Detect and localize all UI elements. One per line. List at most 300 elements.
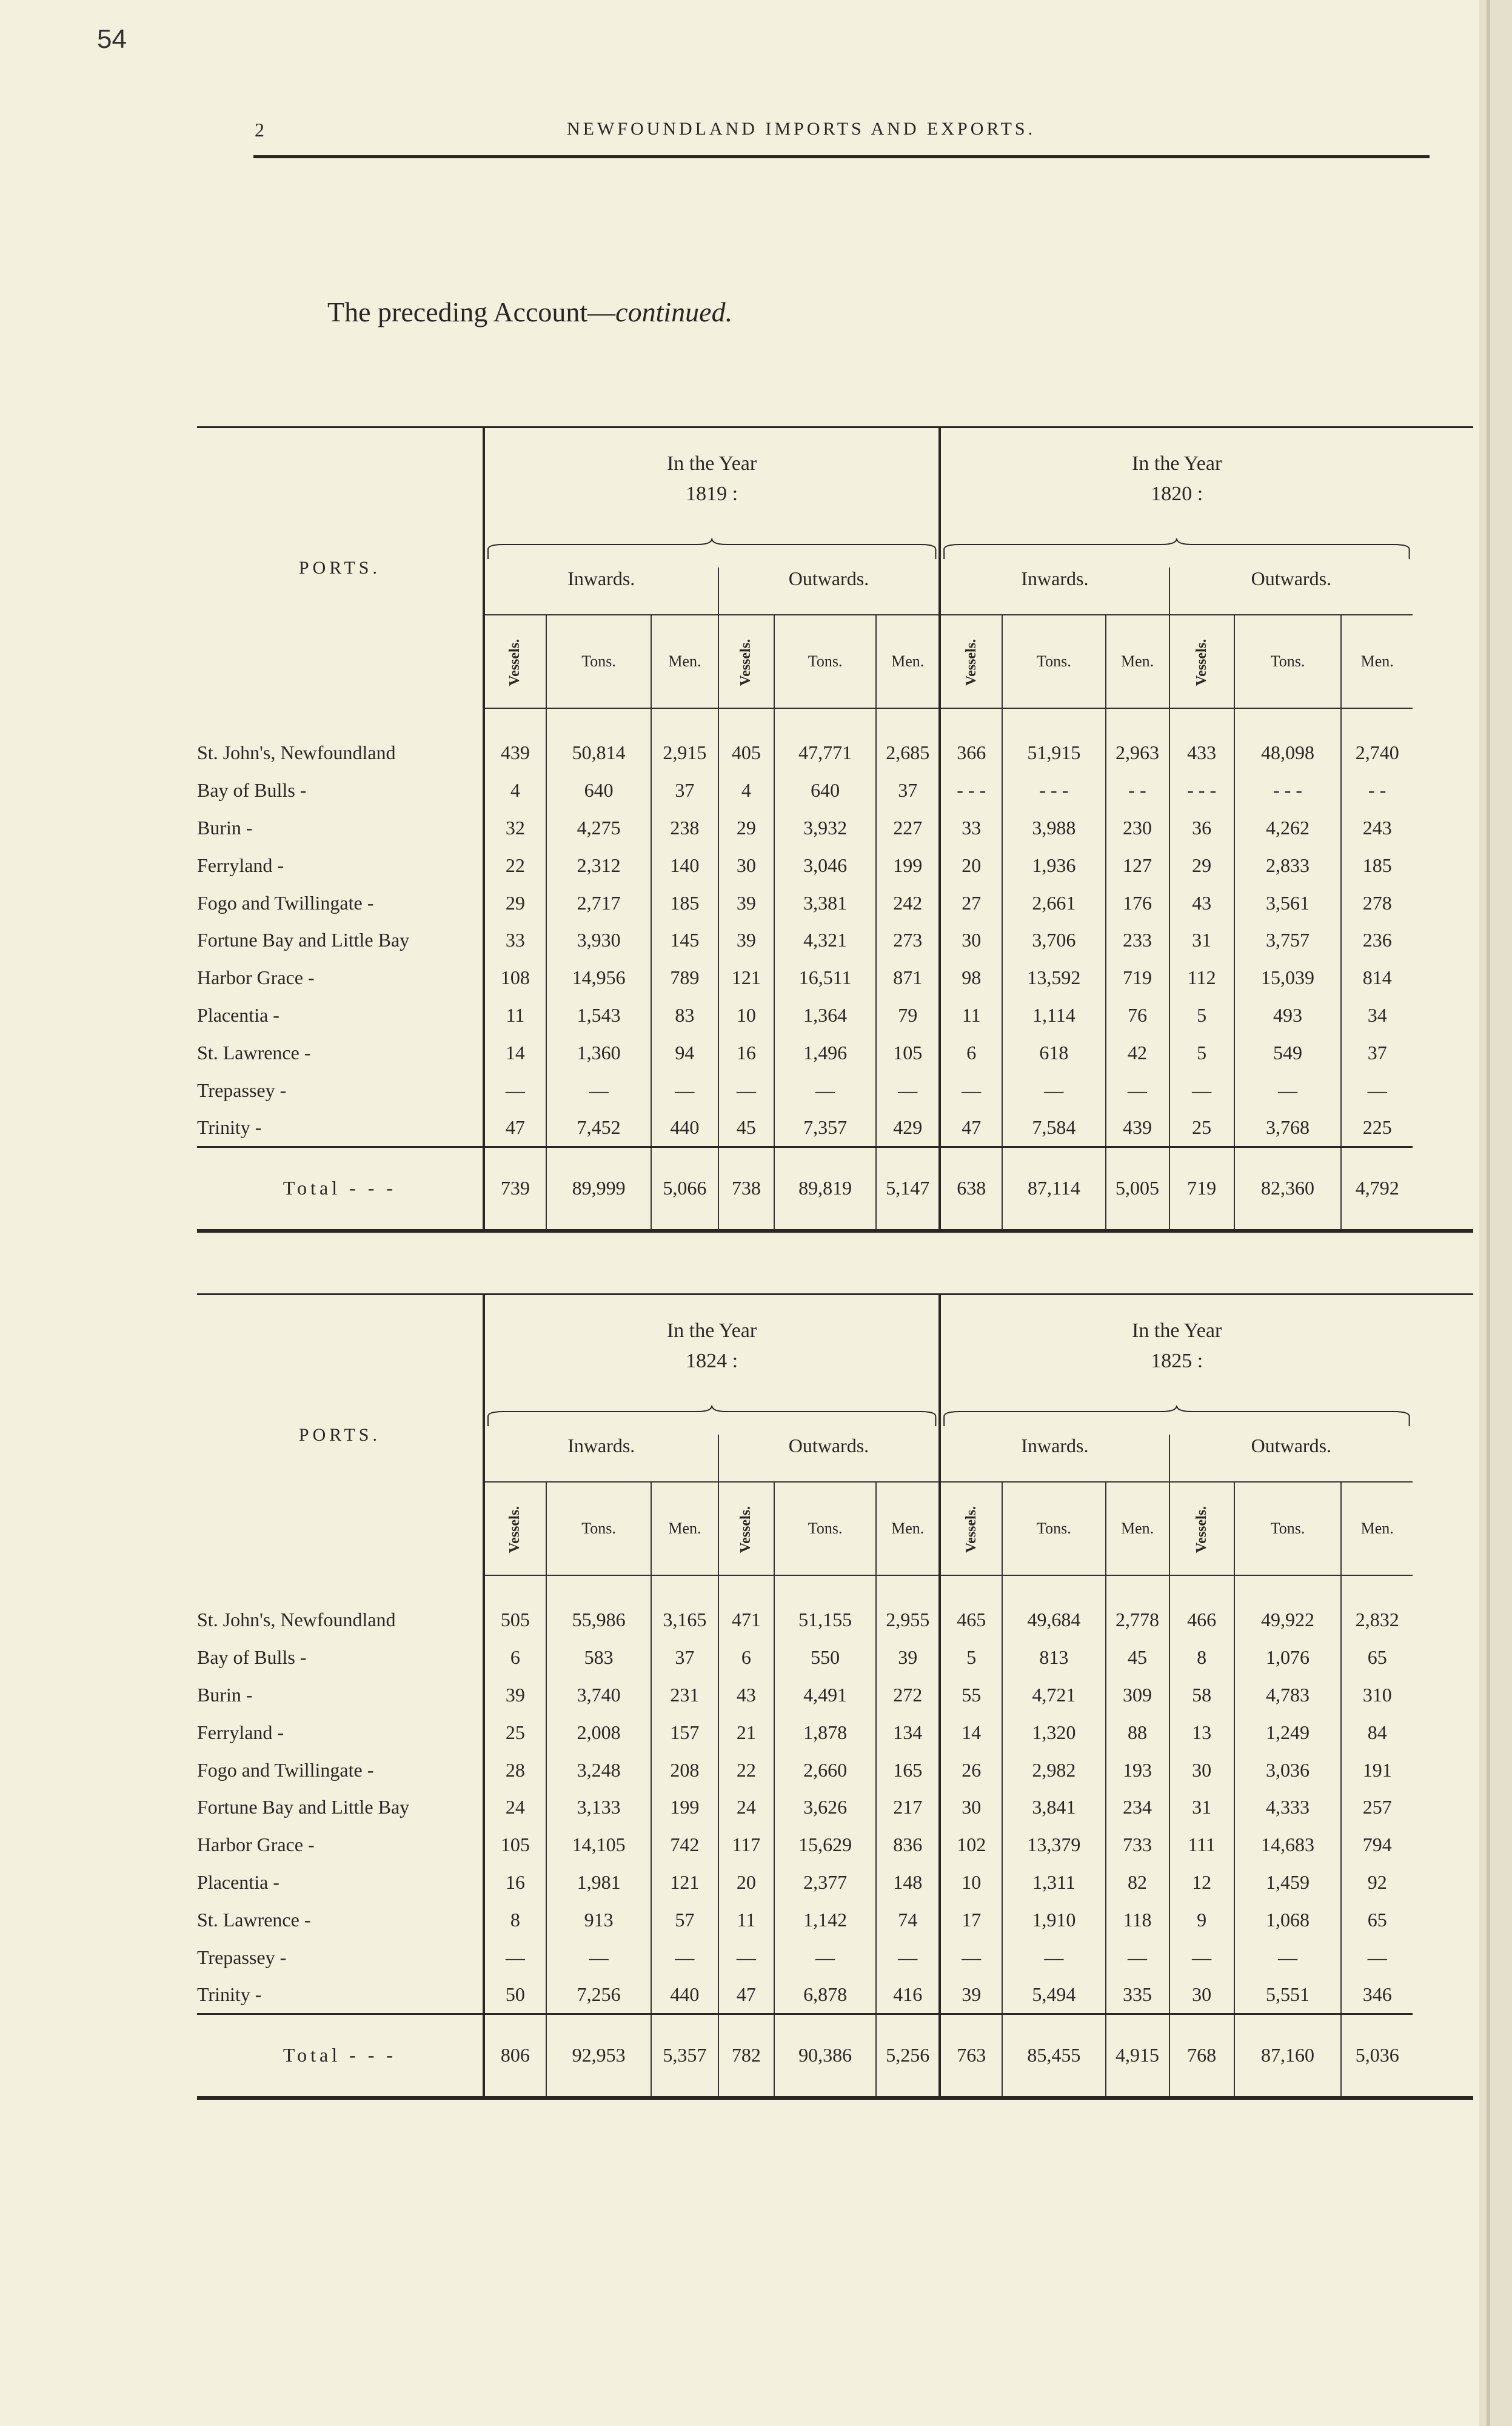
ports-header: PORTS. [197,1295,484,1576]
data-cell: 4,491 [774,1676,876,1714]
data-cell: 3,626 [774,1789,876,1826]
data-cell: 5 [1169,1034,1234,1072]
data-cell: 5,494 [1002,1976,1105,2014]
table-row [197,959,1473,997]
total-cell: 90,386 [774,2014,876,2098]
data-cell: 33 [940,809,1002,846]
data-cell: — [1106,1071,1169,1109]
data-cell: 105 [876,1034,940,1072]
tons-column-header: Tons. [546,615,651,709]
data-cell: 8 [484,1902,546,1939]
data-cell: 49,922 [1234,1601,1342,1639]
data-cell: 84 [1367,1721,1387,1743]
data-cell: 50,814 [546,734,651,772]
data-cell: 405 [718,734,774,772]
port-name: St. John's, Newfoundland [197,734,484,772]
data-cell: 30 [1169,1751,1234,1789]
vessels-column-header [1169,615,1234,709]
data-cell: 814 [1362,967,1392,989]
data-cell: 7,357 [774,1109,876,1147]
data-cell: 82 [1106,1864,1169,1902]
total-cell: 768 [1169,2014,1234,2098]
data-cell: 16,511 [774,959,876,997]
data-cell: — [1169,1071,1234,1109]
data-cell: — [1234,1938,1342,1976]
data-cell: 4,333 [1234,1789,1342,1826]
data-cell: 1,543 [546,997,651,1034]
data-cell: 208 [651,1751,718,1789]
data-cell: 29 [484,884,546,922]
data-cell: 10 [940,1864,1002,1902]
data-cell: 14 [940,1714,1002,1751]
year-label: In the Year [666,452,757,475]
data-cell: 43 [1169,884,1234,922]
port-name: St. John's, Newfoundland [197,1601,484,1639]
data-cell: - - - [940,772,1002,809]
table-row [197,772,1473,809]
vessels-label: Vessels. [1193,639,1209,686]
data-cell: 1,496 [774,1034,876,1072]
year-heading [940,1295,1413,1398]
data-cell: 10 [718,997,774,1034]
data-cell: 242 [876,884,940,922]
data-cell: 2,963 [1106,734,1169,772]
year-label: In the Year [666,1319,757,1342]
data-cell: 37 [876,772,940,809]
data-cell: 39 [718,884,774,922]
table-row [197,1109,1473,1147]
data-cell: 121 [718,959,774,997]
data-cell: 48,098 [1234,734,1342,772]
table-row [197,846,1473,884]
data-cell: 1,936 [1002,846,1105,884]
data-cell: 27 [940,884,1002,922]
data-cell: 439 [484,734,546,772]
data-cell: 148 [876,1864,940,1902]
data-cell: 14,956 [546,959,651,997]
outwards-header: Outwards. [718,1435,940,1481]
total-cell: 738 [718,1147,774,1231]
data-cell: 2,312 [546,846,651,884]
data-cell: - - - [1002,772,1105,809]
port-name: Placentia - [197,1864,484,1902]
data-cell: 39 [876,1639,940,1677]
data-cell: 36 [1169,809,1234,846]
data-cell: 118 [1106,1902,1169,1939]
data-cell: 20 [940,846,1002,884]
data-cell: 3,932 [774,809,876,846]
data-cell: 14,105 [546,1826,651,1864]
year-heading [484,427,940,531]
data-cell: 836 [876,1826,940,1864]
running-header [218,119,1431,149]
data-cell: 439 [1106,1109,1169,1147]
data-cell: 465 [940,1601,1002,1639]
total-cell: 782 [718,2014,774,2098]
outwards-header: Outwards. [718,568,940,614]
data-cell: 24 [718,1789,774,1826]
page-edge-line [1487,0,1490,2426]
port-name: Bay of Bulls - [197,1639,484,1677]
data-cell: — [940,1938,1002,1976]
data-cell: 719 [1106,959,1169,997]
data-cell: 3,930 [546,922,651,959]
table-row [197,1071,1473,1109]
data-cell: 1,910 [1002,1902,1105,1939]
data-cell: 47 [484,1109,546,1147]
year-brace [484,531,940,568]
tons-column-header: Tons. [1234,1482,1342,1576]
data-cell: 13,379 [1002,1826,1105,1864]
data-cell: 257 [1362,1796,1392,1818]
data-cell: 6 [718,1639,774,1677]
total-cell: 719 [1169,1147,1234,1231]
data-cell: - - - [1234,772,1342,809]
data-cell: 26 [940,1751,1002,1789]
port-name: Bay of Bulls - [197,772,484,809]
data-cell: 217 [876,1789,940,1826]
data-cell: 15,039 [1234,959,1342,997]
data-cell: 234 [1106,1789,1169,1826]
ports-header: PORTS. [197,427,484,709]
data-cell: 191 [1362,1758,1392,1781]
data-cell: 640 [774,772,876,809]
vessels-label: Vessels. [738,1506,754,1553]
vessels-column-header [484,615,546,709]
data-cell: 45 [1106,1639,1169,1677]
data-cell: 1,249 [1234,1714,1342,1751]
data-cell: 4,721 [1002,1676,1105,1714]
data-cell: 4,783 [1234,1676,1342,1714]
data-cell: 871 [876,959,940,997]
port-name: Fogo and Twillingate - [197,1751,484,1789]
port-name: St. Lawrence - [197,1902,484,1939]
data-cell: 17 [940,1902,1002,1939]
data-cell: — [546,1071,651,1109]
vessels-column-header [1169,1482,1234,1576]
data-cell: 39 [484,1676,546,1714]
data-cell: 65 [1367,1909,1387,1931]
total-cell: 89,819 [774,1147,876,1231]
data-cell: 9 [1169,1902,1234,1939]
data-cell: 51,915 [1002,734,1105,772]
tons-column-header: Tons. [774,615,876,709]
data-cell: 440 [651,1109,718,1147]
year-label: In the Year [1132,452,1222,475]
data-cell: 12 [1169,1864,1234,1902]
port-name: Burin - [197,1676,484,1714]
data-cell: — [1106,1938,1169,1976]
data-cell: 233 [1106,922,1169,959]
data-cell: 117 [718,1826,774,1864]
port-name: Fortune Bay and Little Bay [197,1789,484,1826]
data-cell: 3,561 [1234,884,1342,922]
data-cell: 1,068 [1234,1902,1342,1939]
data-cell: 2,982 [1002,1751,1105,1789]
men-column-header: Men. [1341,615,1413,709]
data-cell: 47 [940,1109,1002,1147]
table-row [197,1826,1473,1864]
data-cell: 2,660 [774,1751,876,1789]
data-cell: 5 [1169,997,1234,1034]
data-cell: — [546,1938,651,1976]
data-cell: 3,133 [546,1789,651,1826]
data-cell: 309 [1106,1676,1169,1714]
table-row [197,1676,1473,1714]
data-cell: 32 [484,809,546,846]
tons-column-header: Tons. [1002,1482,1105,1576]
data-cell: 1,320 [1002,1714,1105,1751]
data-cell: 65 [1367,1646,1387,1669]
data-cell: 1,076 [1234,1639,1342,1677]
port-name: Trinity - [197,1976,484,2014]
total-cell: 92,953 [546,2014,651,2098]
data-cell: 4,321 [774,922,876,959]
data-cell: 2,717 [546,884,651,922]
vessels-column-header [940,1482,1002,1576]
data-cell: 2,377 [774,1864,876,1902]
men-column-header: Men. [1106,1482,1169,1576]
table-row [197,809,1473,846]
year-label: In the Year [1132,1319,1222,1342]
data-cell: 3,841 [1002,1789,1105,1826]
data-cell: 193 [1106,1751,1169,1789]
data-cell: 30 [940,922,1002,959]
data-cell: 112 [1169,959,1234,997]
total-cell: 4,792 [1341,1147,1413,1231]
data-cell: 13,592 [1002,959,1105,997]
men-column-header: Men. [876,1482,940,1576]
data-cell: 733 [1106,1826,1169,1864]
data-cell: 2,778 [1106,1601,1169,1639]
data-cell: 37 [651,1639,718,1677]
data-cell: 6 [940,1034,1002,1072]
data-cell: — [940,1071,1002,1109]
data-cell: 3,248 [546,1751,651,1789]
table-row [197,997,1473,1034]
table-row [197,922,1473,959]
data-cell: — [876,1938,940,1976]
total-cell: 5,005 [1106,1147,1169,1231]
data-cell: 25 [484,1714,546,1751]
sheet-number: 54 [97,24,127,54]
total-cell: 5,066 [651,1147,718,1231]
port-name: Ferryland - [197,1714,484,1751]
table-row [197,1976,1473,2014]
table-row [197,884,1473,922]
data-cell: 13 [1169,1714,1234,1751]
data-cell: — [876,1071,940,1109]
data-cell: 92 [1367,1871,1387,1894]
data-cell: 583 [546,1639,651,1677]
data-cell: 11 [484,997,546,1034]
table-row [197,1601,1473,1639]
data-cell: 3,706 [1002,922,1105,959]
data-cell: 6,878 [774,1976,876,2014]
inwards-header: Inwards. [940,568,1169,614]
vessels-label: Vessels. [507,1506,523,1553]
data-cell: 47,771 [774,734,876,772]
data-cell: 8 [1169,1639,1234,1677]
data-cell: 98 [940,959,1002,997]
year-value: 1819 : [686,483,738,506]
data-cell: 2,740 [1355,742,1399,764]
data-cell: 16 [718,1034,774,1072]
data-cell: 127 [1106,846,1169,884]
table-caption [327,296,732,328]
data-cell: 45 [718,1109,774,1147]
data-cell: 7,256 [546,1976,651,2014]
data-cell: 4,275 [546,809,651,846]
port-name: Harbor Grace - [197,1826,484,1864]
vessels-label: Vessels. [507,639,523,686]
port-name: Trinity - [197,1109,484,1147]
data-cell: 231 [651,1676,718,1714]
data-cell: 55 [940,1676,1002,1714]
data-cell: 39 [940,1976,1002,2014]
data-cell: - - - [1169,772,1234,809]
data-cell: 57 [651,1902,718,1939]
total-cell: 5,357 [651,2014,718,2098]
data-cell: 273 [876,922,940,959]
data-cell: 4 [484,772,546,809]
data-cell: 58 [1169,1676,1234,1714]
data-cell: 549 [1234,1034,1342,1072]
data-cell: 121 [651,1864,718,1902]
page-edge-shadow [1479,0,1512,2426]
account-table-1819-1820 [197,426,1473,1233]
vessels-label: Vessels. [1193,1506,1209,1553]
data-cell: 134 [876,1714,940,1751]
data-cell: 2,955 [876,1601,940,1639]
data-cell: 28 [484,1751,546,1789]
table-row [197,1639,1473,1677]
data-cell: 22 [484,846,546,884]
data-cell: 278 [1362,891,1392,914]
data-cell: 51,155 [774,1601,876,1639]
data-cell: 1,114 [1002,997,1105,1034]
data-cell: 37 [651,772,718,809]
data-cell: 1,878 [774,1714,876,1751]
vessels-label: Vessels. [738,639,754,686]
data-cell: 111 [1169,1826,1234,1864]
data-cell: 1,360 [546,1034,651,1072]
vessels-label: Vessels. [963,639,979,686]
data-cell: 416 [876,1976,940,2014]
data-cell: — [484,1071,546,1109]
data-cell: 20 [718,1864,774,1902]
vessels-column-header [484,1482,546,1576]
data-cell: 4,262 [1234,809,1342,846]
data-cell: 429 [876,1109,940,1147]
data-cell: 3,046 [774,846,876,884]
data-cell: 30 [718,846,774,884]
caption-lead: The preceding Account— [327,297,616,327]
data-cell: 272 [876,1676,940,1714]
port-name: Burin - [197,809,484,846]
account-table-1824-1825 [197,1293,1473,2100]
data-cell: 165 [876,1751,940,1789]
total-cell: 5,147 [876,1147,940,1231]
page-header-title: NEWFOUNDLAND IMPORTS AND EXPORTS. [567,119,1036,139]
total-cell: 87,114 [1002,1147,1105,1231]
data-cell: 15,629 [774,1826,876,1864]
data-cell: 50 [484,1976,546,2014]
data-cell: 1,364 [774,997,876,1034]
year-value: 1824 : [686,1350,738,1373]
data-cell: 433 [1169,734,1234,772]
data-cell: 236 [1362,929,1392,951]
page-number: 2 [255,119,264,141]
data-cell: 243 [1362,816,1392,839]
data-cell: 199 [876,846,940,884]
data-cell: 157 [651,1714,718,1751]
data-cell: 227 [876,809,940,846]
port-name: Ferryland - [197,846,484,884]
data-cell: 310 [1362,1683,1392,1706]
men-column-header: Men. [1341,1482,1413,1576]
data-cell: 88 [1106,1714,1169,1751]
table-row [197,1938,1473,1976]
data-cell: — [484,1938,546,1976]
data-cell: 39 [718,922,774,959]
data-cell: 3,381 [774,884,876,922]
year-value: 1825 : [1151,1350,1203,1373]
data-cell: 199 [651,1789,718,1826]
data-cell: 11 [718,1902,774,1939]
data-cell: — [651,1071,718,1109]
data-cell: 366 [940,734,1002,772]
data-cell: 49,684 [1002,1601,1105,1639]
table-row [197,1751,1473,1789]
data-cell: 43 [718,1676,774,1714]
tons-column-header: Tons. [774,1482,876,1576]
data-cell: 7,584 [1002,1109,1105,1147]
data-cell: 2,661 [1002,884,1105,922]
outwards-header: Outwards. [1169,1435,1413,1481]
data-cell: 102 [940,1826,1002,1864]
port-name: Trepassey - [197,1071,484,1109]
data-cell: 505 [484,1601,546,1639]
year-brace [940,1398,1413,1435]
data-cell: — [651,1938,718,1976]
year-heading [484,1295,940,1398]
data-cell: 33 [484,922,546,959]
data-cell: 83 [651,997,718,1034]
inwards-header: Inwards. [484,568,718,614]
data-cell: 79 [876,997,940,1034]
data-cell: 31 [1169,1789,1234,1826]
data-cell: — [1002,1938,1105,1976]
men-column-header: Men. [1106,615,1169,709]
tons-column-header: Tons. [1234,615,1342,709]
data-cell: 2,833 [1234,846,1342,884]
data-cell: 37 [1367,1042,1387,1064]
inwards-header: Inwards. [940,1435,1169,1481]
total-cell: 89,999 [546,1147,651,1231]
data-cell: 185 [651,884,718,922]
data-cell: 2,915 [651,734,718,772]
data-cell: - - [1106,772,1169,809]
table-row [197,1714,1473,1751]
total-cell: 806 [484,2014,546,2098]
data-cell: 105 [484,1826,546,1864]
data-cell: — [1367,1946,1387,1968]
men-column-header: Men. [651,1482,718,1576]
total-cell: 4,915 [1106,2014,1169,2098]
data-cell: 742 [651,1826,718,1864]
year-heading [940,427,1413,531]
